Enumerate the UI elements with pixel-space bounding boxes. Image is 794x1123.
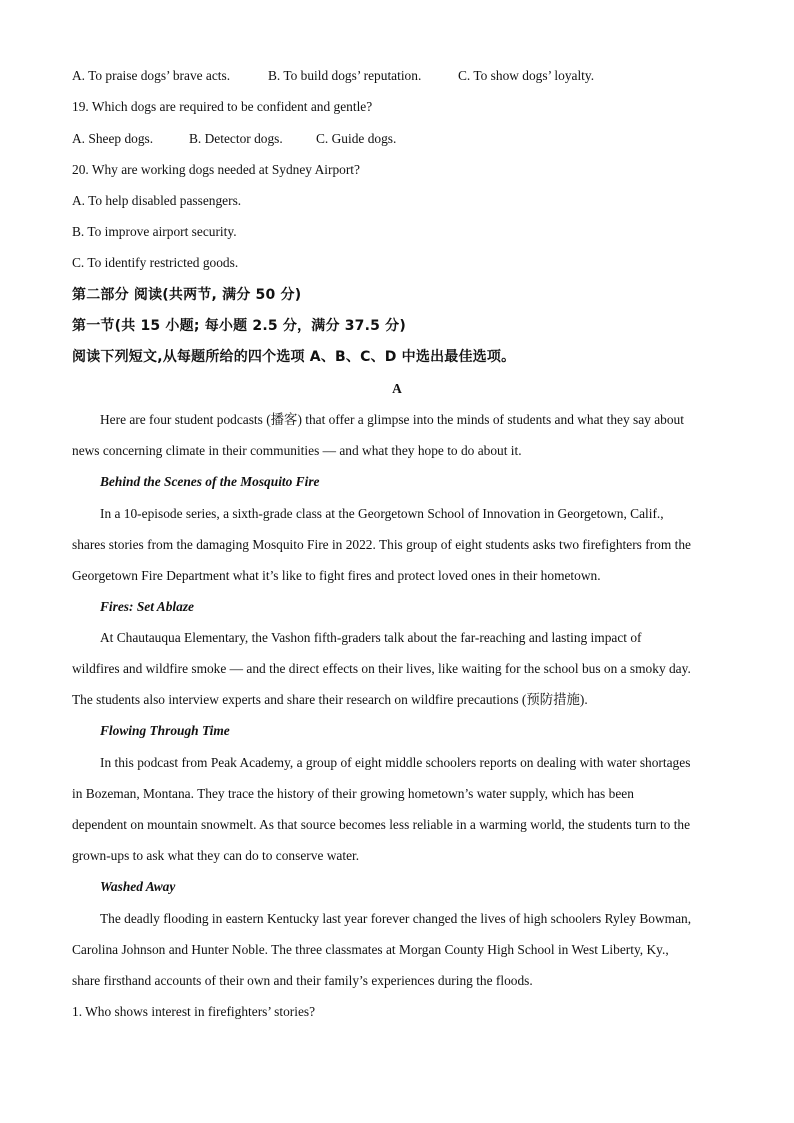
podcast-title: Washed Away xyxy=(100,879,176,894)
q1-question: 1. Who shows interest in firefighters’ stories? xyxy=(72,1004,316,1019)
podcast-title: Behind the Scenes of the Mosquito Fire xyxy=(100,474,320,489)
q18-option-b: B. To build dogs’ reputation. xyxy=(268,68,422,83)
podcast-text-line: dependent on mountain snowmelt. As that source becomes less reliable in a warming world, the students turn to the xyxy=(72,817,691,832)
podcast-text-line: grown-ups to ask what they can do to conserve water. xyxy=(72,848,360,863)
q18-option-c: C. To show dogs’ loyalty. xyxy=(458,68,595,83)
q19-option-b: B. Detector dogs. xyxy=(189,131,283,146)
q19-question: 19. Which dogs are required to be confident and gentle? xyxy=(72,99,373,114)
q20-option-b: B. To improve airport security. xyxy=(72,224,237,239)
podcast-text-line: The students also interview experts and share their research on wildfire precautions (预防措施). xyxy=(72,692,588,707)
passage-letter: A xyxy=(392,381,402,396)
podcast-text-line: In this podcast from Peak Academy, a group of eight middle schoolers reports on dealing with water shortages xyxy=(100,755,691,770)
podcast-text-line: The deadly flooding in eastern Kentucky last year forever changed the lives of high schoolers Ryley Bowman, xyxy=(100,911,692,926)
section-title: 第二部分 阅读(共两节, 满分 50 分) xyxy=(72,287,302,303)
podcast-title: Fires: Set Ablaze xyxy=(100,599,194,614)
podcast-text-line: share firsthand accounts of their own and their family’s experiences during the floods. xyxy=(72,973,533,988)
q19-option-c: C. Guide dogs. xyxy=(316,131,397,146)
podcast-text-line: shares stories from the damaging Mosquito Fire in 2022. This group of eight students asks two firefighters from the xyxy=(72,537,691,552)
instruction: 阅读下列短文,从每题所给的四个选项 A、B、C、D 中选出最佳选项。 xyxy=(72,349,516,365)
q20-question: 20. Why are working dogs needed at Sydney Airport? xyxy=(72,162,360,177)
podcast-text-line: wildfires and wildfire smoke — and the direct effects on their lives, like waiting for the school bus on a smoky day. xyxy=(72,661,691,676)
q18-options xyxy=(72,67,594,85)
podcast-title: Flowing Through Time xyxy=(100,723,230,738)
q20-option-c: C. To identify restricted goods. xyxy=(72,255,239,270)
podcast-text-line: Carolina Johnson and Hunter Noble. The three classmates at Morgan County High School in West Liberty, Ky., xyxy=(72,942,669,957)
q18-option-a: A. To praise dogs’ brave acts. xyxy=(72,68,231,83)
podcast-text-line: At Chautauqua Elementary, the Vashon fifth-graders talk about the far-reaching and lasting impact of xyxy=(100,630,642,645)
podcast-text-line: in Bozeman, Montana. They trace the history of their growing hometown’s water supply, which has been xyxy=(72,786,634,801)
intro-line-2: news concerning climate in their communities — and what they hope to do about it. xyxy=(72,443,522,458)
subsection-title: 第一节(共 15 小题; 每小题 2.5 分，满分 37.5 分) xyxy=(72,318,406,334)
podcast-text-line: Georgetown Fire Department what it’s like to fight fires and protect loved ones in their hometown. xyxy=(72,568,601,583)
intro-line-1: Here are four student podcasts (播客) that offer a glimpse into the minds of students and what they say about xyxy=(100,412,684,427)
q19-option-a: A. Sheep dogs. xyxy=(72,131,154,146)
q20-option-a: A. To help disabled passengers. xyxy=(72,193,242,208)
podcast-text-line: In a 10-episode series, a sixth-grade class at the Georgetown School of Innovation in Georgetown, Calif., xyxy=(100,506,664,521)
q19-options xyxy=(72,130,396,148)
